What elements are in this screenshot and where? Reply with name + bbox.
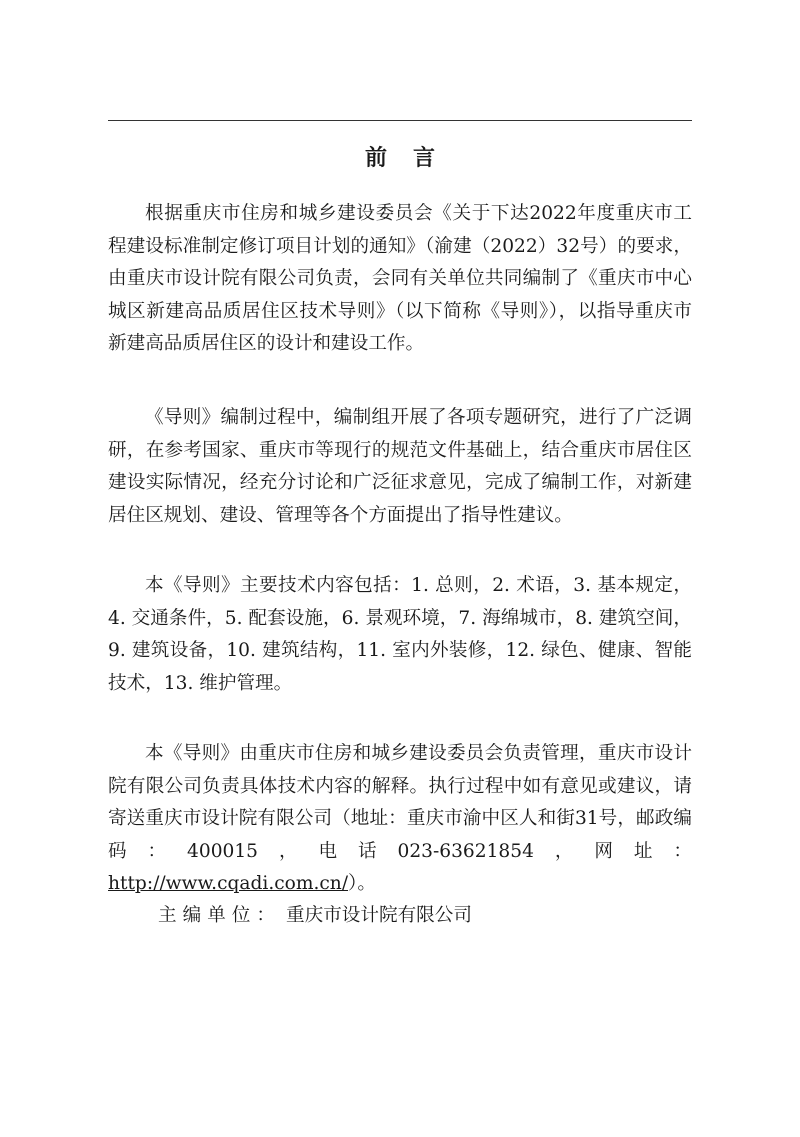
chief-editor-line [158,900,472,932]
header-rule [108,120,692,121]
website-link[interactable]: http://www.cqadi.com.cn/ [108,873,349,894]
page-title: 前言 [364,145,461,171]
paragraph-background: 根据重庆市住房和城乡建设委员会《关于下达2022年度重庆市工程建设标准制定修订项目计划的通知》（渝建（2022）32号）的要求，由重庆市设计院有限公司负责，会同有关单位共同编制了《重庆市中心城区新建高品质居住区技术导则》（以下简称《导则》），以指导重庆市新建高品质居住区的设计和建设工作。 [108,203,692,354]
chief-editor-label: 主编单位： [158,905,281,926]
paragraph-contact [108,738,692,901]
contact-text: 本《导则》由重庆市住房和城乡建设委员会负责管理，重庆市设计院有限公司负责具体技术内容的解释。执行过程中如有意见或建议，请寄送重庆市设计院有限公司（地址：重庆市渝中区人和街31号，邮政编码：400015，电话023-63621854，网址： [108,743,692,862]
paragraph-process: 《导则》编制过程中，编制组开展了各项专题研究，进行了广泛调研，在参考国家、重庆市等现行的规范文件基础上，结合重庆市居住区建设实际情况，经充分讨论和广泛征求意见，完成了编制工作，对新建居住区规划、建设、管理等各个方面提出了指导性建议。 [108,407,692,526]
chief-editor-value: 重庆市设计院有限公司 [286,905,472,926]
paragraph-contents: 本《导则》主要技术内容包括：1. 总则，2. 术语，3. 基本规定，4. 交通条件，5. 配套设施，6. 景观环境，7. 海绵城市，8. 建筑空间，9. 建筑设备，10. 建筑结构，11. 室内外装修，12. 绿色、健康、智能技术，13. 维护管理。 [108,575,693,694]
contact-text-end: ）。 [348,873,376,894]
